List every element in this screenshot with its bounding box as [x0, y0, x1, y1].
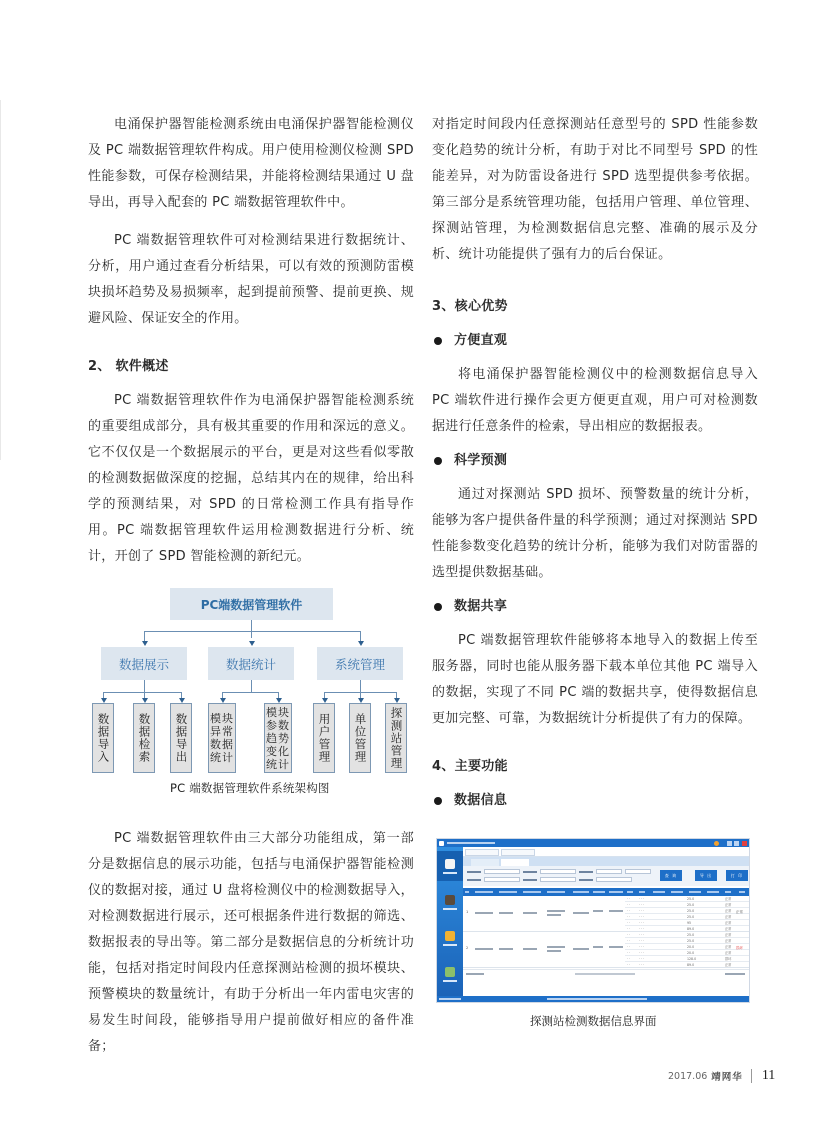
- advantage-text: 将电涌保护器智能检测仪中的检测数据信息导入 PC 端软件进行操作会更方便更直观，用户可对检测数据进行任意条件的检索，导出相应的数据报表。: [432, 367, 758, 434]
- module-row: · · · · · 25.0 正常: [625, 914, 749, 920]
- filter-date-end: [625, 869, 651, 874]
- overview-paragraph: PC 端数据管理软件作为电涌保护器智能检测系统的重要组成部分，具有极其重要的作用和深远的意义。它不仅仅是一个数据展示的平台，更是对这些看似零散的检测数据做深度的挖掘，总结其内在的规律，给出科学的预测结果，对 SPD 的日常检测工作具有指导作用。PC 端数据管理软件运用检测数据进行分析、统计，开创了 SPD 智能检测的新纪元。: [88, 393, 414, 564]
- diagram-leaf-unit-mgmt: 单位管理: [349, 703, 371, 773]
- filter-model-select: [484, 877, 520, 882]
- table-header: [463, 888, 749, 896]
- app-title-bar: [437, 839, 749, 847]
- advantage-text: PC 端数据管理软件能够将本地导入的数据上传至服务器，同时也能从服务器下载本单位其他 PC 端导入的数据，实现了不同 PC 端的数据共享，使得数据信息更加完整、可靠，为数据统计分析提供了有力的保障。: [432, 633, 758, 726]
- bullet-icon: [434, 797, 442, 805]
- advantage-heading: [432, 328, 758, 354]
- user-icon: [445, 931, 455, 941]
- tab-import: [465, 849, 499, 856]
- software-screenshot: [436, 838, 750, 1003]
- table-body: [463, 896, 749, 968]
- continuation-paragraph: 对指定时间段内任意探测站任意型号的 SPD 性能参数变化趋势的统计分析，有助于对比不同型号 SPD 的性能差异，对为防雷设备进行 SPD 选型提供参考依据。第三部分是系统管理功能，包括用户管理、单位管理、探测站管理，为检测数据信息完整、准确的展示及分析、统计功能提供了强有力的后台保证。: [432, 117, 758, 262]
- advantage-title: 科学预测: [454, 453, 508, 468]
- print-button: 打 印: [726, 870, 748, 881]
- maximize-icon: [734, 841, 739, 846]
- footer-divider: [751, 1069, 752, 1083]
- app-tab-bar: [463, 847, 749, 857]
- diagram-connector: [251, 620, 252, 638]
- app-title-text: [447, 842, 495, 844]
- diagram-leaf-anomaly-stats: 模块异常数据统计: [208, 703, 236, 773]
- row-index: 1: [466, 910, 469, 914]
- magazine-name: 靖网华: [711, 1072, 743, 1083]
- page-number: 11: [761, 1068, 776, 1083]
- diagram-connector: [222, 692, 279, 693]
- diagram-node-display: 数据展示: [101, 647, 187, 680]
- filter-serial-input: [540, 877, 576, 882]
- diagram-node-statistics: 数据统计: [208, 647, 294, 680]
- tab-export: [501, 849, 535, 856]
- section-heading-advantages: 3、核心优势: [432, 299, 508, 314]
- diagram-leaf-user-mgmt: 用户管理: [313, 703, 335, 773]
- pagination-bar: [463, 969, 749, 977]
- advantage-heading: [432, 594, 758, 620]
- diagram-caption: PC 端数据管理软件系统架构图: [170, 781, 330, 795]
- app-status-bar: [437, 996, 749, 1002]
- function-heading: [432, 788, 758, 814]
- export-button: 导 出: [695, 870, 717, 881]
- module-row: · · · · · 25.0 正常: [625, 932, 749, 938]
- module-row: · · · · · 25.0 正常: [625, 938, 749, 944]
- filter-date-start: [596, 869, 622, 874]
- module-row: · · · · · 20.0 正常: [625, 950, 749, 956]
- module-row: · · · · · 25.0 正常: [625, 908, 749, 914]
- section-heading-functions: 4、主要功能: [432, 759, 508, 774]
- sidebar-item-unit-mgmt: [437, 959, 463, 989]
- diagram-connector: [144, 631, 361, 632]
- diagram-connector: [251, 680, 252, 692]
- diagram-connector: [144, 680, 145, 692]
- diagram-root-node: PC端数据管理软件: [170, 588, 333, 620]
- arrow-down-icon: [358, 641, 364, 646]
- advantage-title: 方便直观: [454, 333, 508, 348]
- bullet-icon: [434, 457, 442, 465]
- app-sidebar: [437, 847, 463, 996]
- left-column-bottom: [88, 826, 414, 1060]
- app-main-panel: [463, 847, 749, 996]
- bullet-icon: [434, 603, 442, 611]
- table-row: [463, 932, 749, 968]
- advantage-heading: [432, 448, 758, 474]
- module-row: · · · · · 20.0 正常: [625, 944, 749, 950]
- page-footer: [668, 1068, 775, 1084]
- filter-station-select: [540, 869, 576, 874]
- row-index: 2: [466, 946, 469, 950]
- diagram-connector: [103, 692, 182, 693]
- sidebar-item-user-mgmt: [437, 923, 463, 953]
- sidebar-item-data-stats: [437, 887, 463, 917]
- module-row: · · · · · 25.0 正常: [625, 896, 749, 902]
- chart-icon: [445, 859, 455, 869]
- query-button: 查 询: [660, 870, 682, 881]
- screenshot-caption: 探测站检测数据信息界面: [530, 1014, 657, 1028]
- module-row: · · · · · 89.0 正常: [627, 927, 732, 931]
- bullet-icon: [434, 337, 442, 345]
- diagram-leaf-data-import: 数据导入: [92, 703, 114, 773]
- app-logo-icon: [439, 841, 444, 846]
- subtab-2: [501, 859, 529, 866]
- arrow-down-icon: [249, 641, 255, 646]
- arrow-down-icon: [142, 641, 148, 646]
- module-row: · · · · · 128.0 损坏: [625, 956, 749, 962]
- composition-paragraph: PC 端数据管理软件由三大部分功能组成，第一部分是数据信息的展示功能，包括与电涌保护器智能检测仪的数据对接，通过 U 盘将检测仪中的检测数据导入，对检测数据进行展示，还可根据条件进行数据的筛选、数据报表的导出等。第二部分是数据信息的分析统计功能，包括对指定时间段内任意探测站检测的损坏模块、预警模块的数量统计，有助于分析出一年内雷电灾害的易发生时间段，能够指导用户提前做好相应的备件准备；: [88, 831, 414, 1054]
- module-row: · · · · · 89.0 正常: [627, 963, 732, 967]
- close-icon: [742, 841, 747, 846]
- module-row: · · · · · 95 正常: [625, 920, 749, 926]
- advantage-text: 通过对探测站 SPD 损坏、预警数量的统计分析，能够为客户提供备件量的科学预测；通过对探测站 SPD 性能参数变化趋势的统计分析，能够为我们对防雷器的选型提供数据基础。: [432, 487, 758, 580]
- diagram-leaf-data-search: 数据检索: [133, 703, 155, 773]
- left-column: [88, 112, 414, 570]
- diagram-connector: [360, 680, 361, 692]
- module-row: · · · · · 25.0 正常: [625, 902, 749, 908]
- minimize-icon: [727, 841, 732, 846]
- table-row: [463, 896, 749, 932]
- intro-paragraph-2: PC 端数据管理软件可对检测结果进行数据统计、分析，用户通过查看分析结果，可以有效的预测防雷模块损坏趋势及易损频率，起到提前预警、提前更换、规避风险、保证安全的作用。: [88, 233, 414, 326]
- app-subtab-bar: [463, 857, 749, 866]
- subtab-1: [471, 859, 499, 866]
- diagram-leaf-station-mgmt: 探测站管理: [385, 703, 407, 773]
- row-status: 损坏: [736, 946, 743, 950]
- section-heading-overview: 2、 软件概述: [88, 359, 169, 374]
- sidebar-item-data-info: [437, 851, 463, 881]
- row-status: 正常: [736, 910, 743, 914]
- diagram-leaf-trend-stats: 模块参数趋势变化统计: [264, 703, 292, 773]
- check-doc-icon: [445, 967, 455, 977]
- filter-unit-select: [484, 869, 520, 874]
- trend-icon: [445, 895, 455, 905]
- diagram-leaf-data-export: 数据导出: [170, 703, 192, 773]
- advantage-title: 数据共享: [454, 599, 508, 614]
- intro-paragraph-1: 电涌保护器智能检测系统由电涌保护器智能检测仪及 PC 端数据管理软件构成。用户使用检测仪检测 SPD 性能参数，可保存检测结果，并能将检测结果通过 U 盘导出，再导入配套的 PC 端数据管理软件中。: [88, 117, 414, 210]
- filter-status-select: [596, 877, 632, 882]
- page-edge-line: [0, 100, 1, 460]
- diagram-node-system: 系统管理: [317, 647, 403, 680]
- right-column: [432, 112, 758, 814]
- function-title: 数据信息: [454, 793, 508, 808]
- architecture-diagram: [92, 585, 410, 770]
- issue-date: 2017.06: [668, 1070, 708, 1082]
- user-icon: [714, 841, 719, 846]
